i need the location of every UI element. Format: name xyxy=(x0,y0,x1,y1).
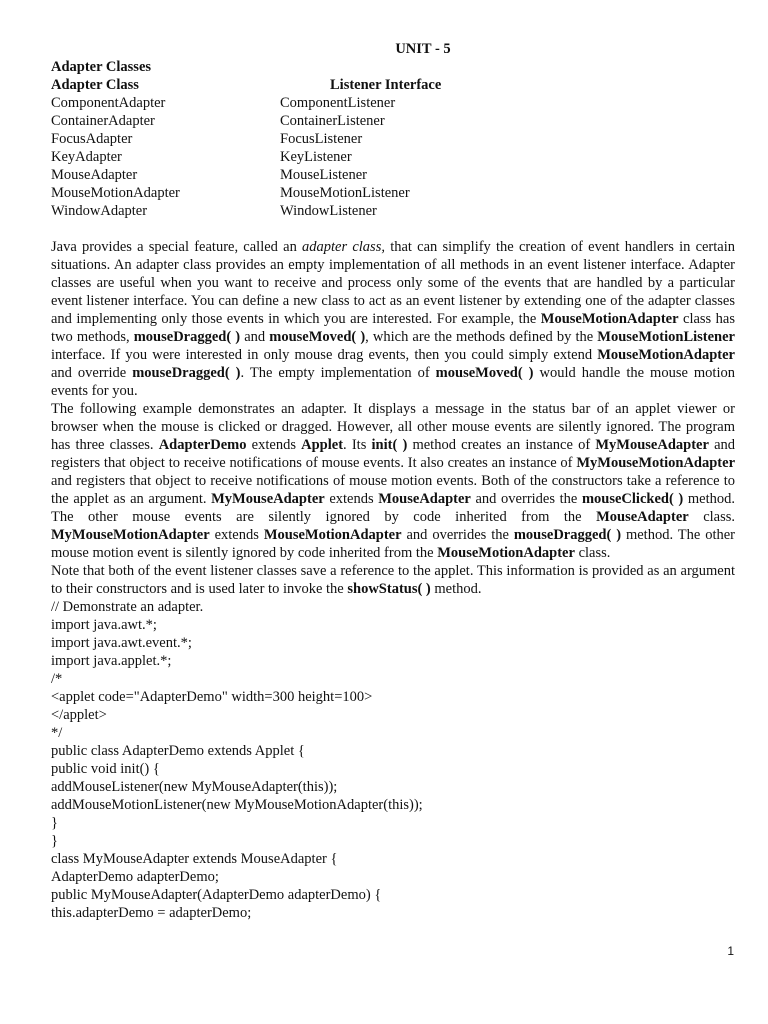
listener-interface-cell: FocusListener xyxy=(280,131,363,147)
code-line: this.adapterDemo = adapterDemo; xyxy=(51,905,252,921)
adapter-listener-table xyxy=(51,76,441,220)
bold-term: MouseAdapter xyxy=(596,509,689,525)
code-line: import java.applet.*; xyxy=(51,653,172,669)
paragraph-example-description xyxy=(51,400,735,562)
bold-term: showStatus( ) xyxy=(347,581,431,597)
text-run: and xyxy=(240,329,270,345)
listener-interface-cell: ComponentListener xyxy=(280,95,396,111)
adapter-class-cell: MouseMotionAdapter xyxy=(51,185,180,201)
table-row xyxy=(51,94,441,112)
bold-term: MouseMotionAdapter xyxy=(263,527,402,543)
text-run: and overrides the xyxy=(470,491,582,507)
text-run: class. xyxy=(688,509,735,525)
section-heading: Adapter Classes xyxy=(51,59,152,75)
code-line: */ xyxy=(51,725,63,741)
adapter-class-cell: WindowAdapter xyxy=(51,203,148,219)
code-line: import java.awt.event.*; xyxy=(51,635,192,651)
code-line: addMouseListener(new MyMouseAdapter(this)); xyxy=(51,779,338,795)
listener-interface-cell: MouseMotionListener xyxy=(280,185,410,201)
code-line: </applet> xyxy=(51,707,107,723)
document-page xyxy=(51,40,735,922)
text-run: and registers that object to receive notifications of mouse events. It also creates an instance of xyxy=(51,437,736,471)
bold-term: AdapterDemo xyxy=(158,437,247,453)
text-run: class has two methods, xyxy=(51,311,735,345)
bold-term: MyMouseAdapter xyxy=(595,437,709,453)
table-row xyxy=(51,184,441,202)
adapter-class-cell: FocusAdapter xyxy=(51,131,133,147)
table-row xyxy=(51,202,441,220)
text-run: and registers that object to receive notifications of mouse motion events. Both of the constructors take a reference to the applet as an argument. xyxy=(51,473,735,507)
code-line: public MyMouseAdapter(AdapterDemo adapterDemo) { xyxy=(51,887,382,903)
text-run: and overrides the xyxy=(401,527,514,543)
italic-term: adapter class, xyxy=(302,239,385,255)
code-line: <applet code="AdapterDemo" width=300 height=100> xyxy=(51,689,373,705)
bold-term: init( ) xyxy=(371,437,408,453)
bold-term: MouseAdapter xyxy=(378,491,471,507)
code-line: /* xyxy=(51,671,63,687)
bold-term: mouseClicked( ) xyxy=(581,491,684,507)
header-listener-interface: Listener Interface xyxy=(330,77,442,93)
text-run: method. xyxy=(430,581,482,597)
text-run: The following example demonstrates an adapter. It displays a message in the status bar of an applet viewer or browser when the mouse is clicked or dragged. However, all other mouse events are silently ignored. The program has three classes. xyxy=(51,401,735,453)
bold-term: MouseMotionAdapter xyxy=(437,545,575,561)
code-line: } xyxy=(51,833,58,849)
table-row xyxy=(51,130,441,148)
bold-term: mouseDragged( ) xyxy=(133,329,241,345)
text-run: class. xyxy=(574,545,611,561)
listener-interface-cell: WindowListener xyxy=(280,203,377,219)
text-run: extends xyxy=(209,527,264,543)
text-run: and override xyxy=(51,365,133,381)
bold-term: MouseMotionListener xyxy=(597,329,735,345)
listener-interface-cell: MouseListener xyxy=(280,167,367,183)
adapter-class-cell: ComponentAdapter xyxy=(51,95,166,111)
bold-term: MyMouseMotionAdapter xyxy=(51,527,210,543)
bold-term: MyMouseMotionAdapter xyxy=(576,455,735,471)
bold-term: Applet xyxy=(301,437,344,453)
text-run: interface. If you were interested in only mouse drag events, then you could simply extend xyxy=(51,347,598,363)
bold-term: MouseMotionAdapter xyxy=(597,347,735,363)
adapter-class-cell: ContainerAdapter xyxy=(51,113,155,129)
unit-title: UNIT - 5 xyxy=(395,41,451,57)
text-run: . Its xyxy=(343,437,372,453)
code-line: import java.awt.*; xyxy=(51,617,157,633)
text-run: . The empty implementation of xyxy=(240,365,436,381)
code-line: public void init() { xyxy=(51,761,160,777)
text-run: Java provides a special feature, called an xyxy=(51,239,303,255)
text-run: would handle the mouse motion events for you. xyxy=(51,365,735,399)
table-row xyxy=(51,148,441,166)
page-number: 1 xyxy=(727,944,734,958)
text-run: method. The other mouse events are silently ignored by code inherited from the xyxy=(51,491,735,525)
adapter-class-cell: MouseAdapter xyxy=(51,167,138,183)
code-line: class MyMouseAdapter extends MouseAdapter { xyxy=(51,851,338,867)
text-run: method creates an instance of xyxy=(407,437,596,453)
code-line: } xyxy=(51,815,58,831)
bold-term: mouseMoved( ) xyxy=(269,329,366,345)
text-run: extends xyxy=(246,437,302,453)
text-run: that can simplify the creation of event handlers in certain situations. An adapter class provides an empty implementation of all methods in an event listener interface. Adapter classes are useful when you want to receive and process only some of the events that are handled by a particular event listener interface. You can define a new class to act as an event listener by extending one of the adapter classes and implementing only those events in which you are interested. For example, the xyxy=(51,239,736,327)
bold-term: mouseDragged( ) xyxy=(132,365,241,381)
paragraph-adapter-intro xyxy=(51,238,735,400)
bold-term: MouseMotionAdapter xyxy=(540,311,679,327)
text-run: method. The other mouse motion event is silently ignored by code inherited from the xyxy=(51,527,735,561)
code-line: public class AdapterDemo extends Applet { xyxy=(51,743,305,759)
listener-interface-cell: KeyListener xyxy=(280,149,352,165)
listener-interface-cell: ContainerListener xyxy=(280,113,385,129)
code-line: // Demonstrate an adapter. xyxy=(51,599,204,615)
bold-term: mouseMoved( ) xyxy=(435,365,534,381)
code-line: AdapterDemo adapterDemo; xyxy=(51,869,219,885)
code-block xyxy=(51,598,735,922)
code-line: addMouseMotionListener(new MyMouseMotionAdapter(this)); xyxy=(51,797,423,813)
text-run: Note that both of the event listener classes save a reference to the applet. This information is provided as an argument to their constructors and is used later to invoke the xyxy=(51,563,735,597)
header-adapter-class: Adapter Class xyxy=(51,77,139,93)
bold-term: MyMouseAdapter xyxy=(211,491,325,507)
adapter-class-cell: KeyAdapter xyxy=(51,149,122,165)
bold-term: mouseDragged( ) xyxy=(513,527,622,543)
table-row xyxy=(51,166,441,184)
table-header-row xyxy=(51,76,441,94)
paragraph-note xyxy=(51,562,735,598)
table-row xyxy=(51,112,441,130)
text-run: , which are the methods defined by the xyxy=(365,329,598,345)
text-run: extends xyxy=(324,491,379,507)
